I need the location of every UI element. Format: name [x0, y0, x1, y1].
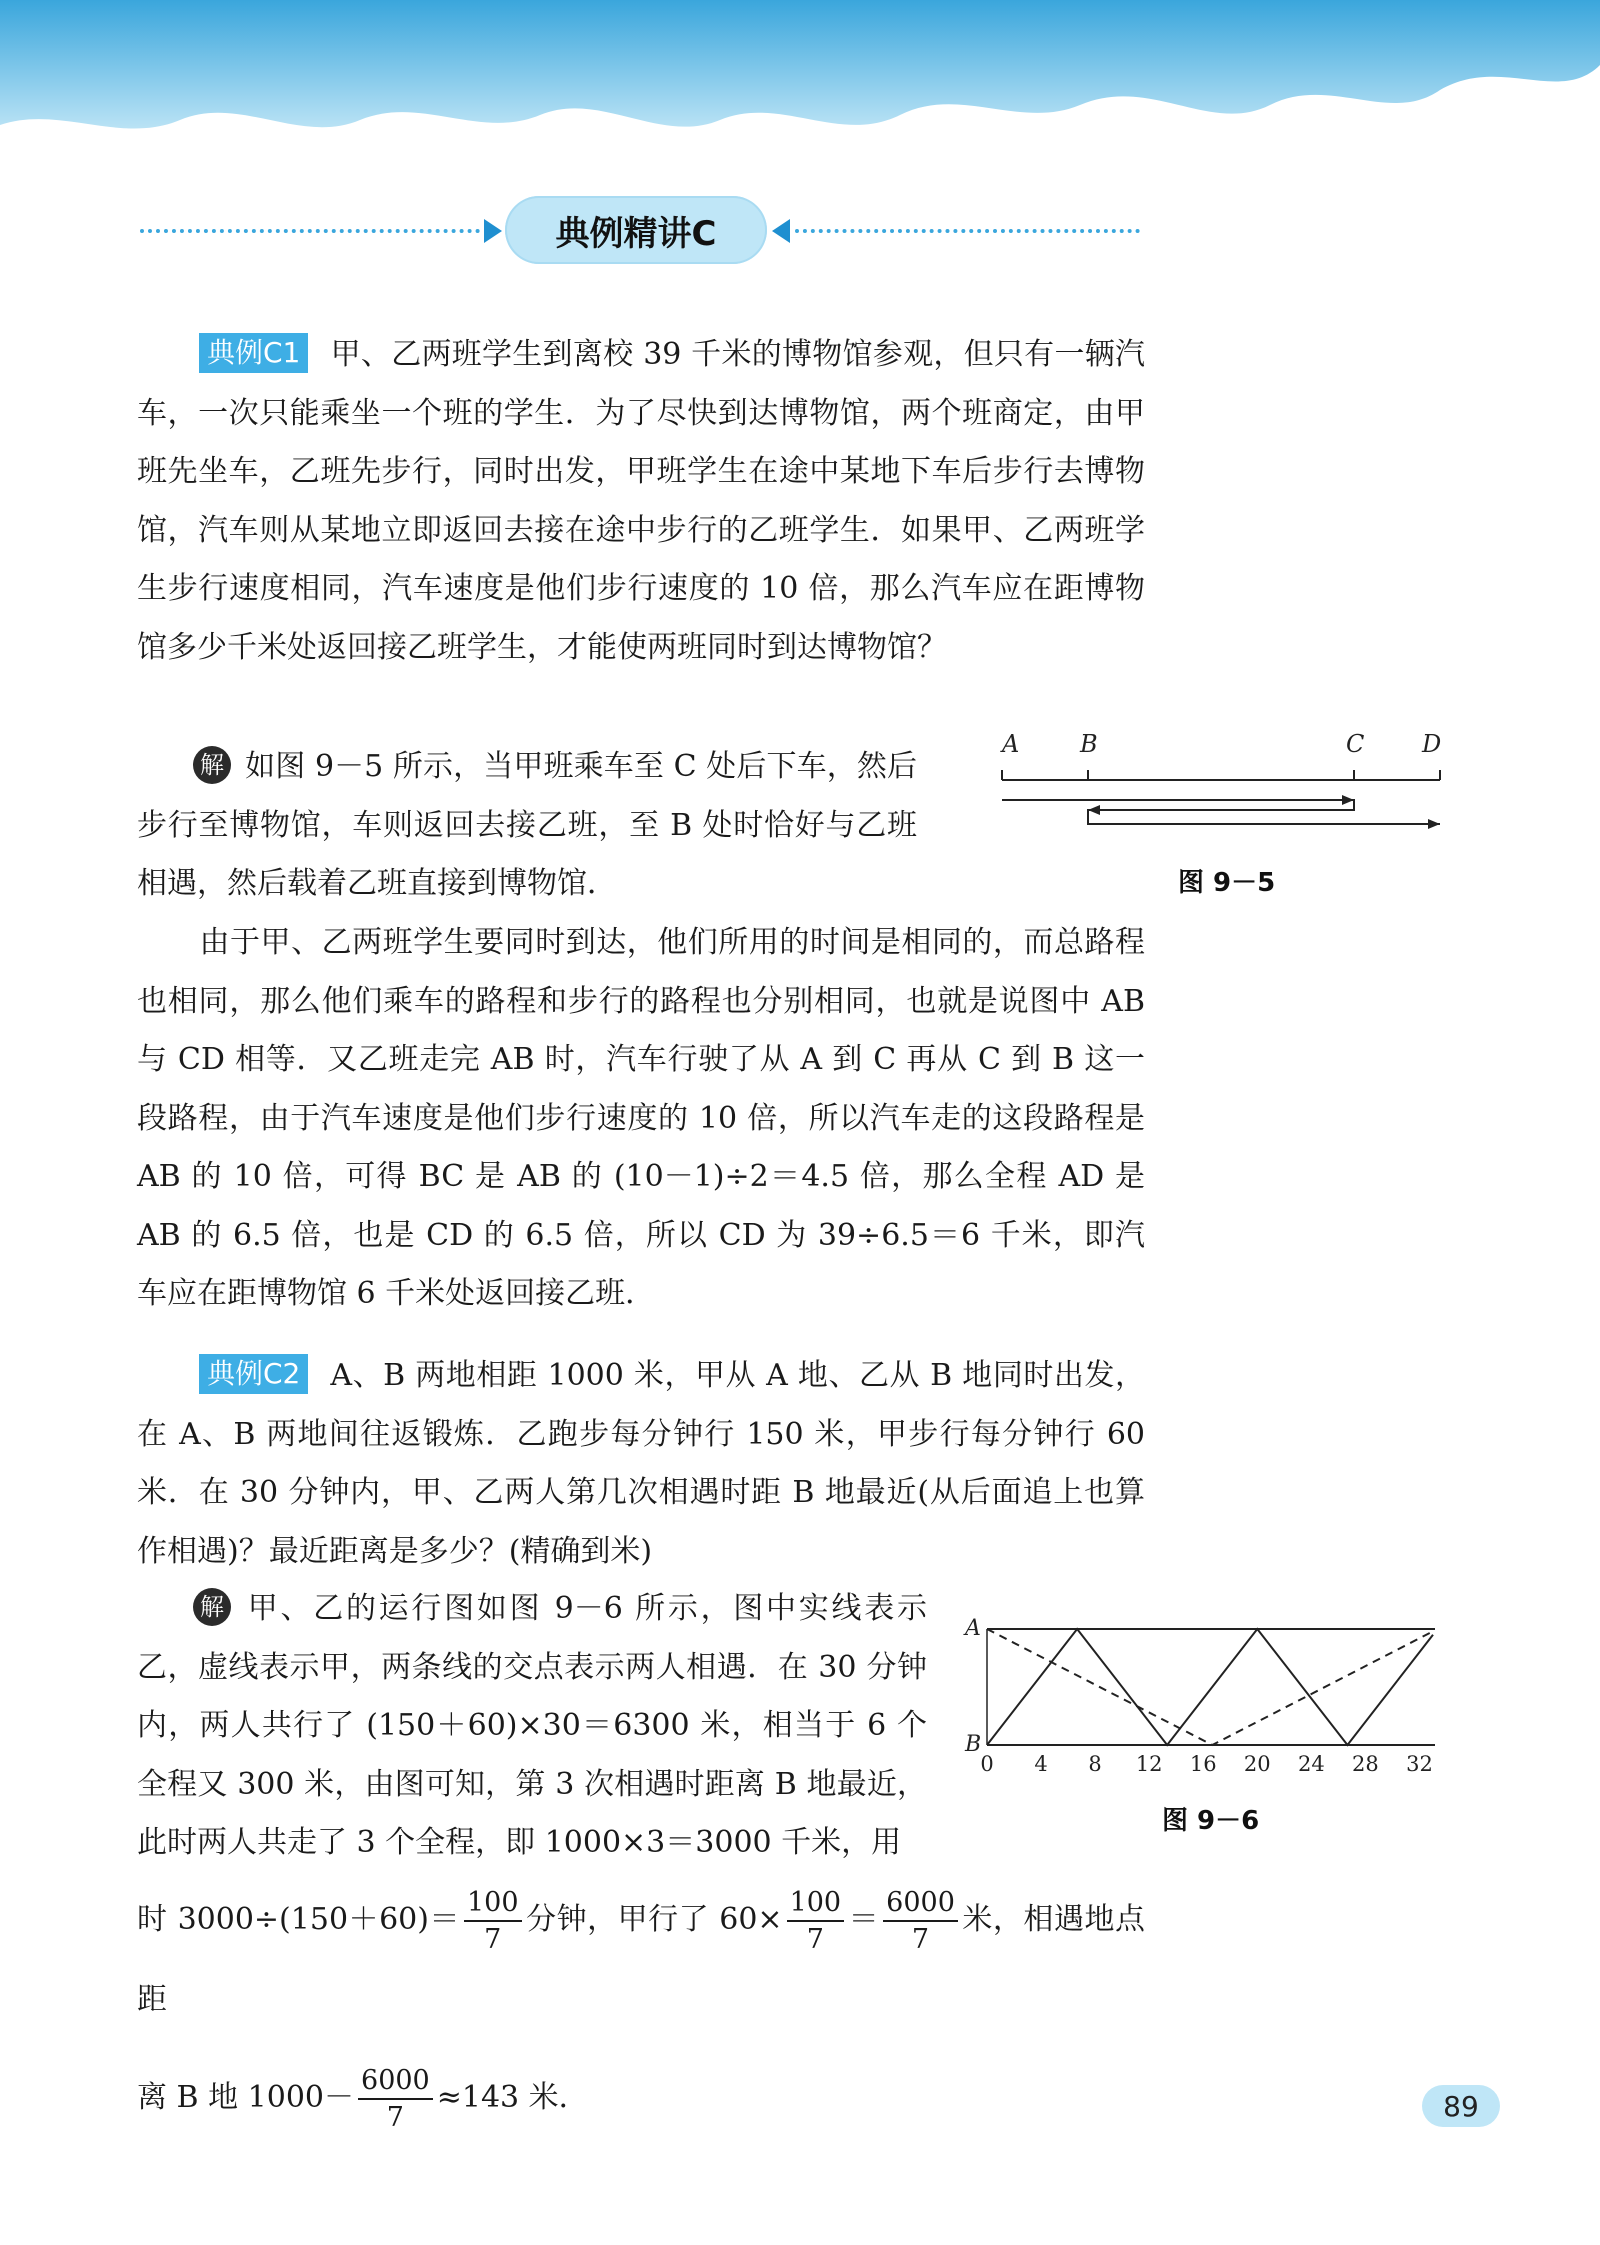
fraction-4-den: 7 — [386, 2102, 404, 2133]
header-arrow-left-icon — [484, 219, 502, 243]
example2-solution-text: 甲、乙的运行图如图 9－6 所示，图中实线表示乙，虚线表示甲，两条线的交点表示两人相遇．在 30 分钟内，两人共行了 (150＋60)×30＝6300 米，相当于 6 个全程又 300 米，由图可知，第 3 次相遇时距离 B 地最近，此时两人共走了 3 个全程，即 1000×3＝3000 千米，用 — [137, 1591, 927, 1860]
fig96-x-tick-0: 0 — [980, 1752, 994, 1775]
line3-part-b: ≈143 米． — [436, 2080, 589, 2115]
fraction-2-num: 100 — [787, 1889, 845, 1922]
fig96-x-tick-16: 16 — [1189, 1752, 1217, 1775]
fig96-solid-line-yi — [987, 1629, 1433, 1745]
fig96-x-tick-24: 24 — [1297, 1752, 1325, 1775]
example2-problem-text: A、B 两地相距 1000 米，甲从 A 地、乙从 B 地同时出发，在 A、B 两地间往返锻炼．乙跑步每分钟行 150 米，甲步行每分钟行 60 米．在 30 分钟内，甲、乙两人第几次相遇时距 B 地最近(从后面追上也算作相遇)？最近距离是多少？(精确到米) — [137, 1358, 1145, 1569]
example1-problem-text: 甲、乙两班学生到离校 39 千米的博物馆参观，但只有一辆汽车，一次只能乘坐一个班的学生．为了尽快到达博物馆，两个班商定，由甲班先坐车，乙班先步行，同时出发，甲班学生在途中某地下车后步行去博物馆，汽车则从某地立即返回去接在途中步行的乙班学生．如果甲、乙两班学生步行速度相同，汽车速度是他们步行速度的 10 倍，那么汽车应在距博物馆多少千米处返回接乙班学生，才能使两班同时到达博物馆？ — [137, 337, 1145, 665]
page-number: 89 — [1422, 2085, 1500, 2127]
fig96-dashed-line-jia — [987, 1629, 1433, 1745]
fraction-4 — [358, 2067, 433, 2131]
fraction-2-den: 7 — [806, 1924, 824, 1955]
section-title: 典例精讲C — [505, 196, 767, 264]
fig96-x-tick-32: 32 — [1406, 1752, 1433, 1775]
fig95-label-b: B — [1080, 730, 1098, 758]
fraction-1 — [464, 1889, 522, 1953]
line2-part-b: 分钟，甲行了 60× — [525, 1902, 783, 1937]
example1-solution-2-text: 由于甲、乙两班学生要同时到达，他们所用的时间是相同的，而总路程也相同，那么他们乘车的路程和步行的路程也分别相同，也就是说图中 AB 与 CD 相等．又乙班走完 AB 时，汽车行驶了从 A 到 C 再从 C 到 B 这一段路程，由于汽车速度是他们步行速度的 10 倍，所以汽车走的这段路程是 AB 的 10 倍，可得 BC 是 AB 的 (10－1)÷2＝4.5 倍，那么全程 AD 是 AB 的 6.5 倍，也是 CD 的 6.5 倍，所以 CD 为 39÷6.5＝6 千米，即汽车应在距博物馆 6 千米处返回接乙班． — [137, 925, 1145, 1311]
line2-part-d: 米，相遇地点距 — [137, 1902, 1145, 2017]
fraction-1-den: 7 — [484, 1924, 502, 1955]
fraction-3-num: 6000 — [883, 1889, 958, 1922]
example2-solution-cont — [137, 1880, 1145, 2138]
fig96-x-tick-8: 8 — [1088, 1752, 1102, 1775]
fig96-x-tick-28: 28 — [1352, 1752, 1379, 1775]
line3-part-a: 离 B 地 1000－ — [137, 2080, 355, 2115]
figure-9-6 — [955, 1615, 1450, 1775]
fig95-label-d: D — [1422, 730, 1442, 758]
figure-9-5 — [990, 728, 1460, 848]
example1-problem — [137, 326, 1145, 677]
fig95-car-path — [1002, 800, 1440, 824]
fig96-label-a: A — [965, 1616, 981, 1641]
example1-solution-1 — [137, 738, 917, 914]
line2-part-a: 时 3000÷(150＋60)＝ — [137, 1902, 460, 1937]
fig96-x-tick-12: 12 — [1135, 1752, 1163, 1775]
header-divider-right — [795, 229, 1140, 233]
fig96-x-tick-4: 4 — [1034, 1752, 1048, 1775]
header-divider-left — [140, 229, 480, 233]
figure-9-5-caption: 图 9－5 — [1178, 868, 1276, 898]
figure-9-6-caption: 图 9－6 — [1162, 1806, 1260, 1836]
header-arrow-right-icon — [772, 219, 790, 243]
fig96-label-b: B — [965, 1732, 982, 1757]
example2-tag: 典例C2 — [199, 1354, 308, 1394]
fraction-4-num: 6000 — [358, 2067, 433, 2100]
example1-solution-2 — [137, 914, 1145, 1324]
example1-solution-1-text: 如图 9－5 所示，当甲班乘车至 C 处后下车，然后步行至博物馆，车则返回去接乙班，至 B 处时恰好与乙班相遇，然后载着乙班直接到博物馆． — [137, 749, 917, 901]
fraction-3 — [883, 1889, 958, 1953]
solution-mark-icon-2: 解 — [193, 1588, 231, 1626]
example2-solution — [137, 1580, 927, 1873]
fraction-3-den: 7 — [911, 1924, 930, 1955]
example1-tag: 典例C1 — [199, 333, 308, 373]
fraction-2 — [787, 1889, 845, 1953]
fig96-x-tick-20: 20 — [1243, 1752, 1271, 1775]
fig95-label-c: C — [1346, 730, 1365, 758]
cloud-banner — [0, 0, 1600, 190]
solution-mark-icon: 解 — [193, 746, 231, 784]
fraction-1-num: 100 — [464, 1889, 522, 1922]
fig95-label-a: A — [1002, 730, 1020, 758]
line2-part-c: ＝ — [848, 1902, 880, 1937]
example2-problem — [137, 1347, 1145, 1581]
